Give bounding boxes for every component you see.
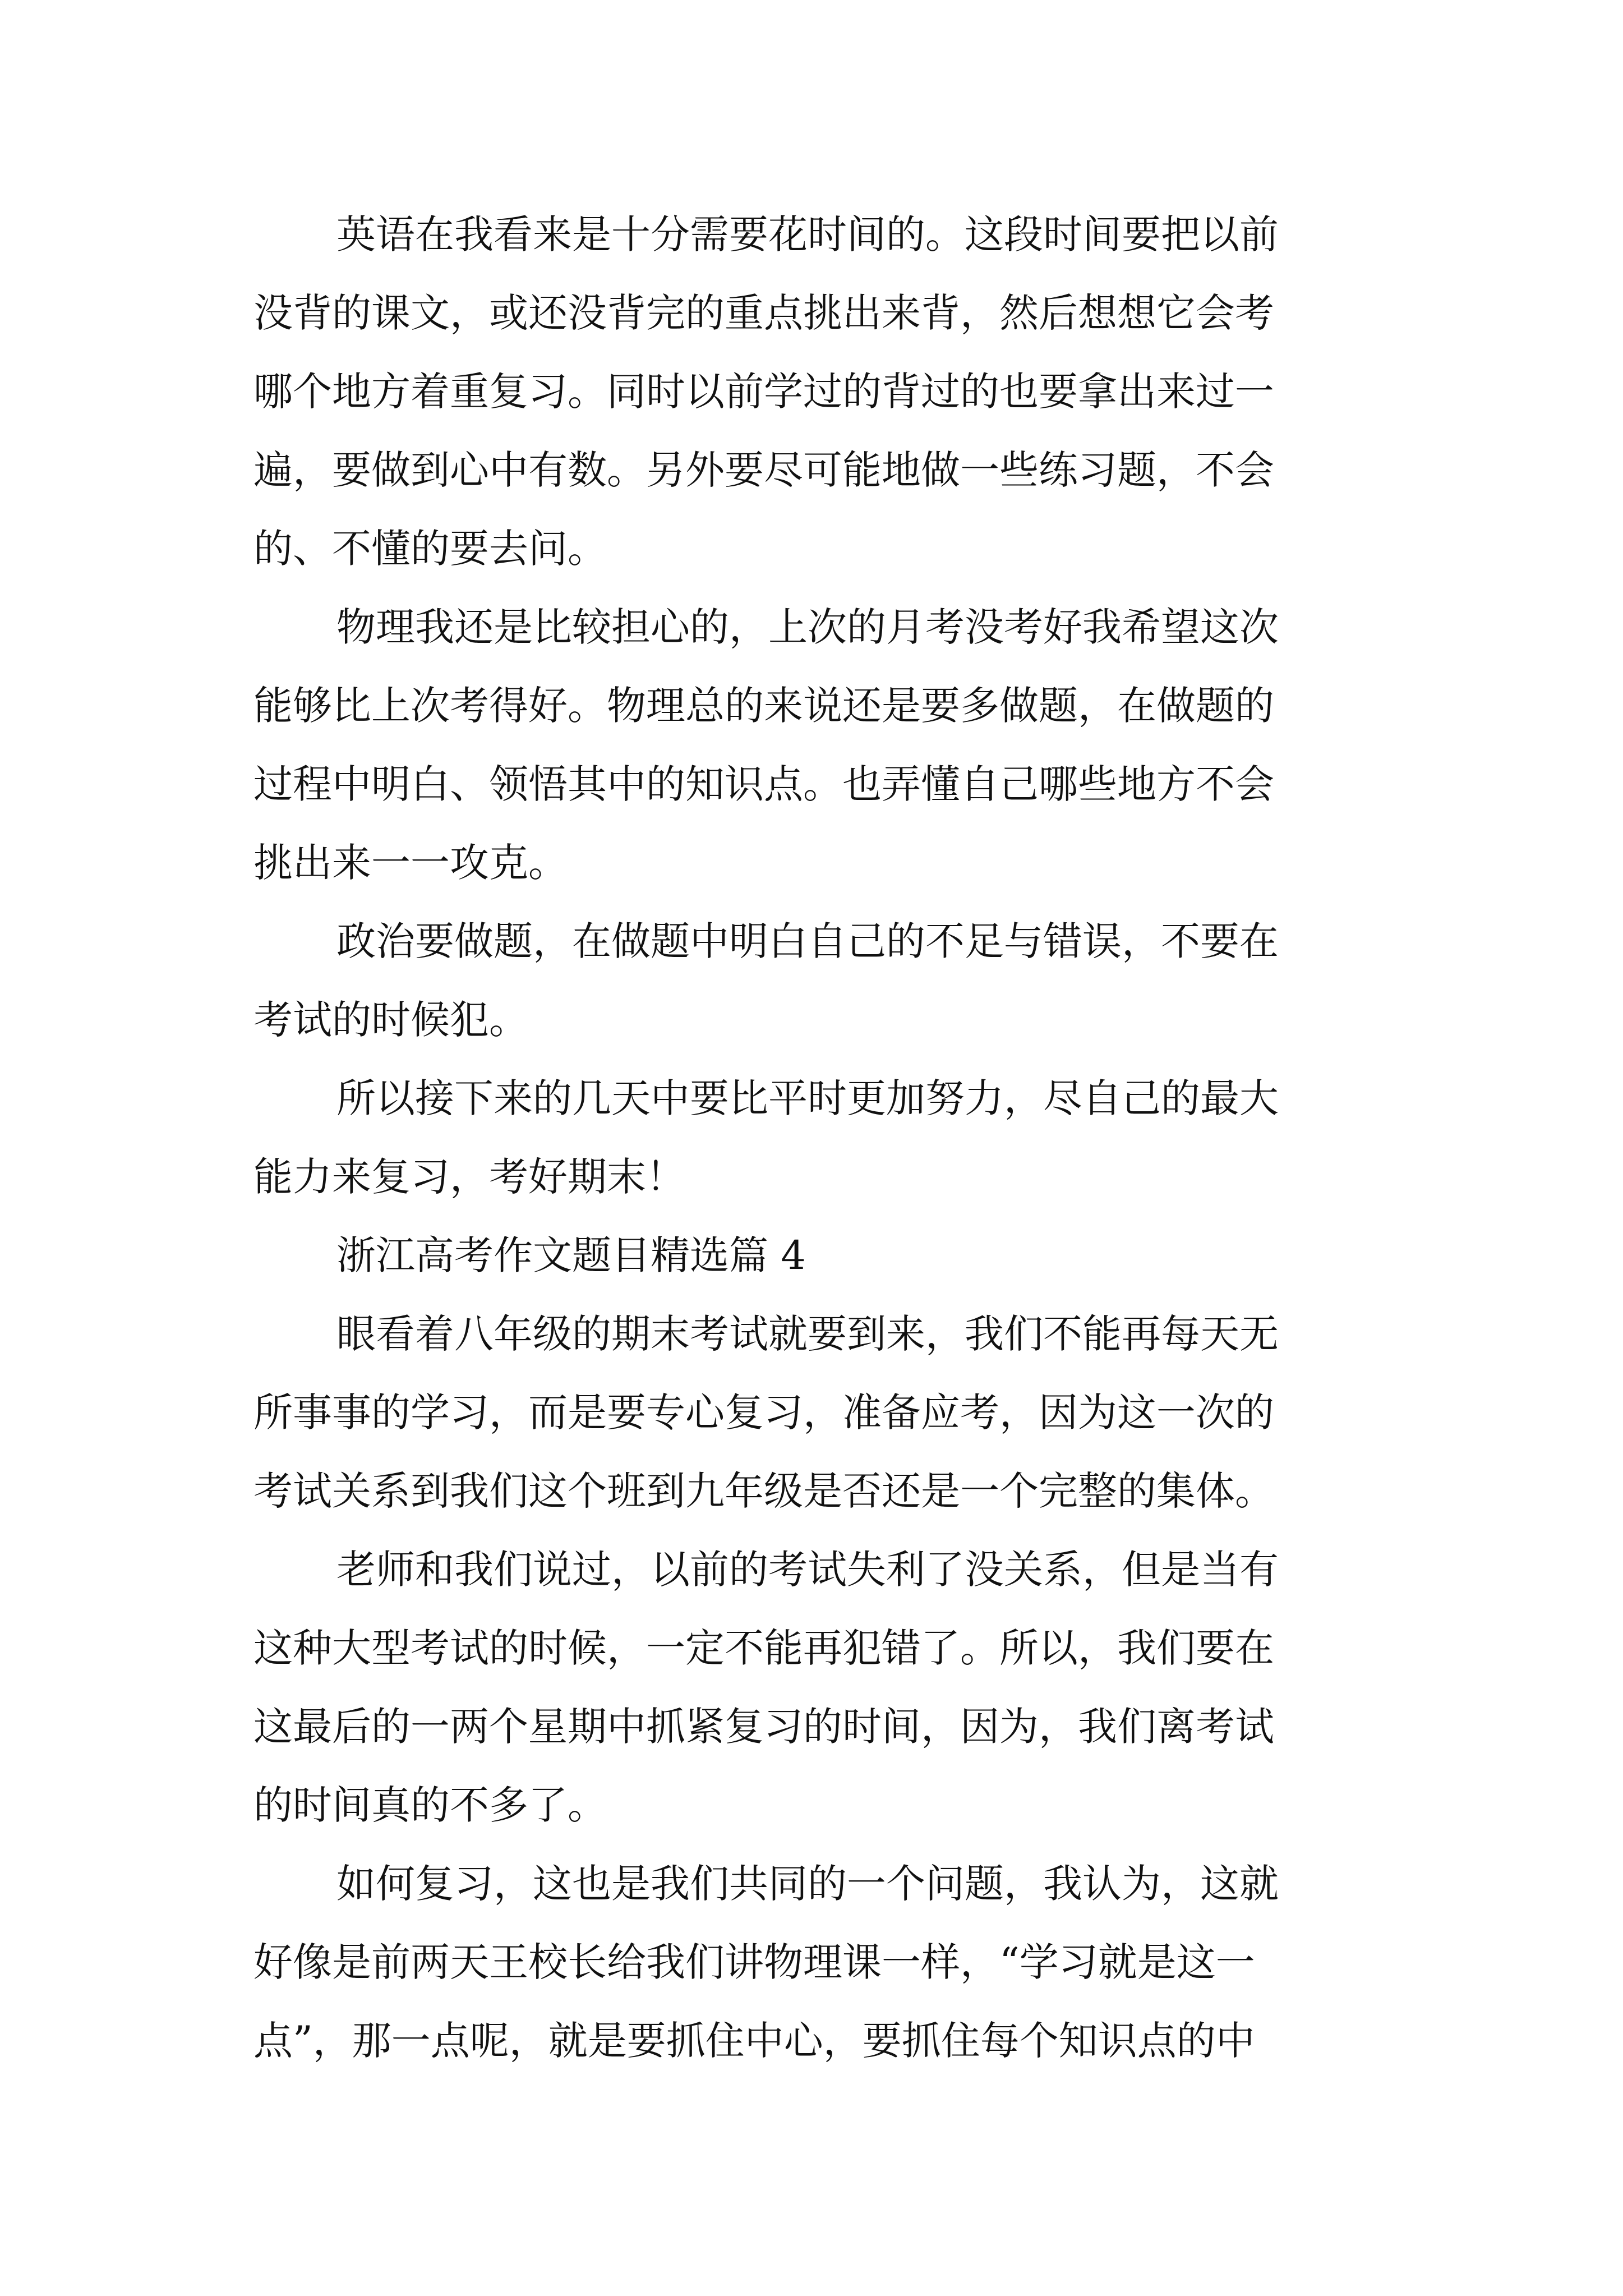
text-line: 如何复习，这也是我们共同的一个问题，我认为，这就 — [336, 1861, 1279, 1907]
text-line: 考试的时候犯。 — [253, 997, 528, 1043]
text-line: 所事事的学习，而是要专心复习，准备应考，因为这一次的 — [253, 1389, 1274, 1435]
text-line: 物理我还是比较担心的，上次的月考没考好我希望这次 — [336, 604, 1279, 650]
text-line: 哪个地方着重复习。同时以前学过的背过的也要拿出来过一 — [253, 369, 1274, 415]
text-line: 好像是前两天王校长给我们讲物理课一样，“学习就是这一 — [253, 1939, 1255, 1985]
text-line: 的时间真的不多了。 — [253, 1782, 607, 1828]
text-line: 挑出来一一攻克。 — [253, 840, 568, 886]
text-line: 英语在我看来是十分需要花时间的。这段时间要把以前 — [336, 211, 1279, 257]
text-line: 政治要做题，在做题中明白自己的不足与错误，不要在 — [336, 918, 1279, 964]
text-line: 能够比上次考得好。物理总的来说还是要多做题，在做题的 — [253, 683, 1274, 729]
text-line: 眼看着八年级的期末考试就要到来，我们不能再每天无 — [336, 1311, 1279, 1357]
text-line: 考试关系到我们这个班到九年级是否还是一个完整的集体。 — [253, 1468, 1274, 1514]
text-line: 这种大型考试的时候，一定不能再犯错了。所以，我们要在 — [253, 1625, 1274, 1671]
text-line: 没背的课文，或还没背完的重点挑出来背，然后想想它会考 — [253, 290, 1274, 336]
text-line: 这最后的一两个星期中抓紧复习的时间，因为，我们离考试 — [253, 1704, 1274, 1750]
section-heading: 浙江高考作文题目精选篇 4 — [336, 1232, 806, 1278]
text-line: 遍，要做到心中有数。另外要尽可能地做一些练习题，不会 — [253, 447, 1274, 493]
text-line: 老师和我们说过，以前的考试失利了没关系，但是当有 — [336, 1547, 1279, 1593]
text-line: 过程中明白、领悟其中的知识点。也弄懂自己哪些地方不会 — [253, 761, 1274, 807]
text-line: 点”，那一点呢，就是要抓住中心，要抓住每个知识点的中 — [253, 2018, 1255, 2064]
text-line: 能力来复习，考好期末！ — [253, 1154, 685, 1200]
text-line: 的、不懂的要去问。 — [253, 526, 607, 572]
text-line: 所以接下来的几天中要比平时更加努力，尽自己的最大 — [336, 1075, 1279, 1121]
